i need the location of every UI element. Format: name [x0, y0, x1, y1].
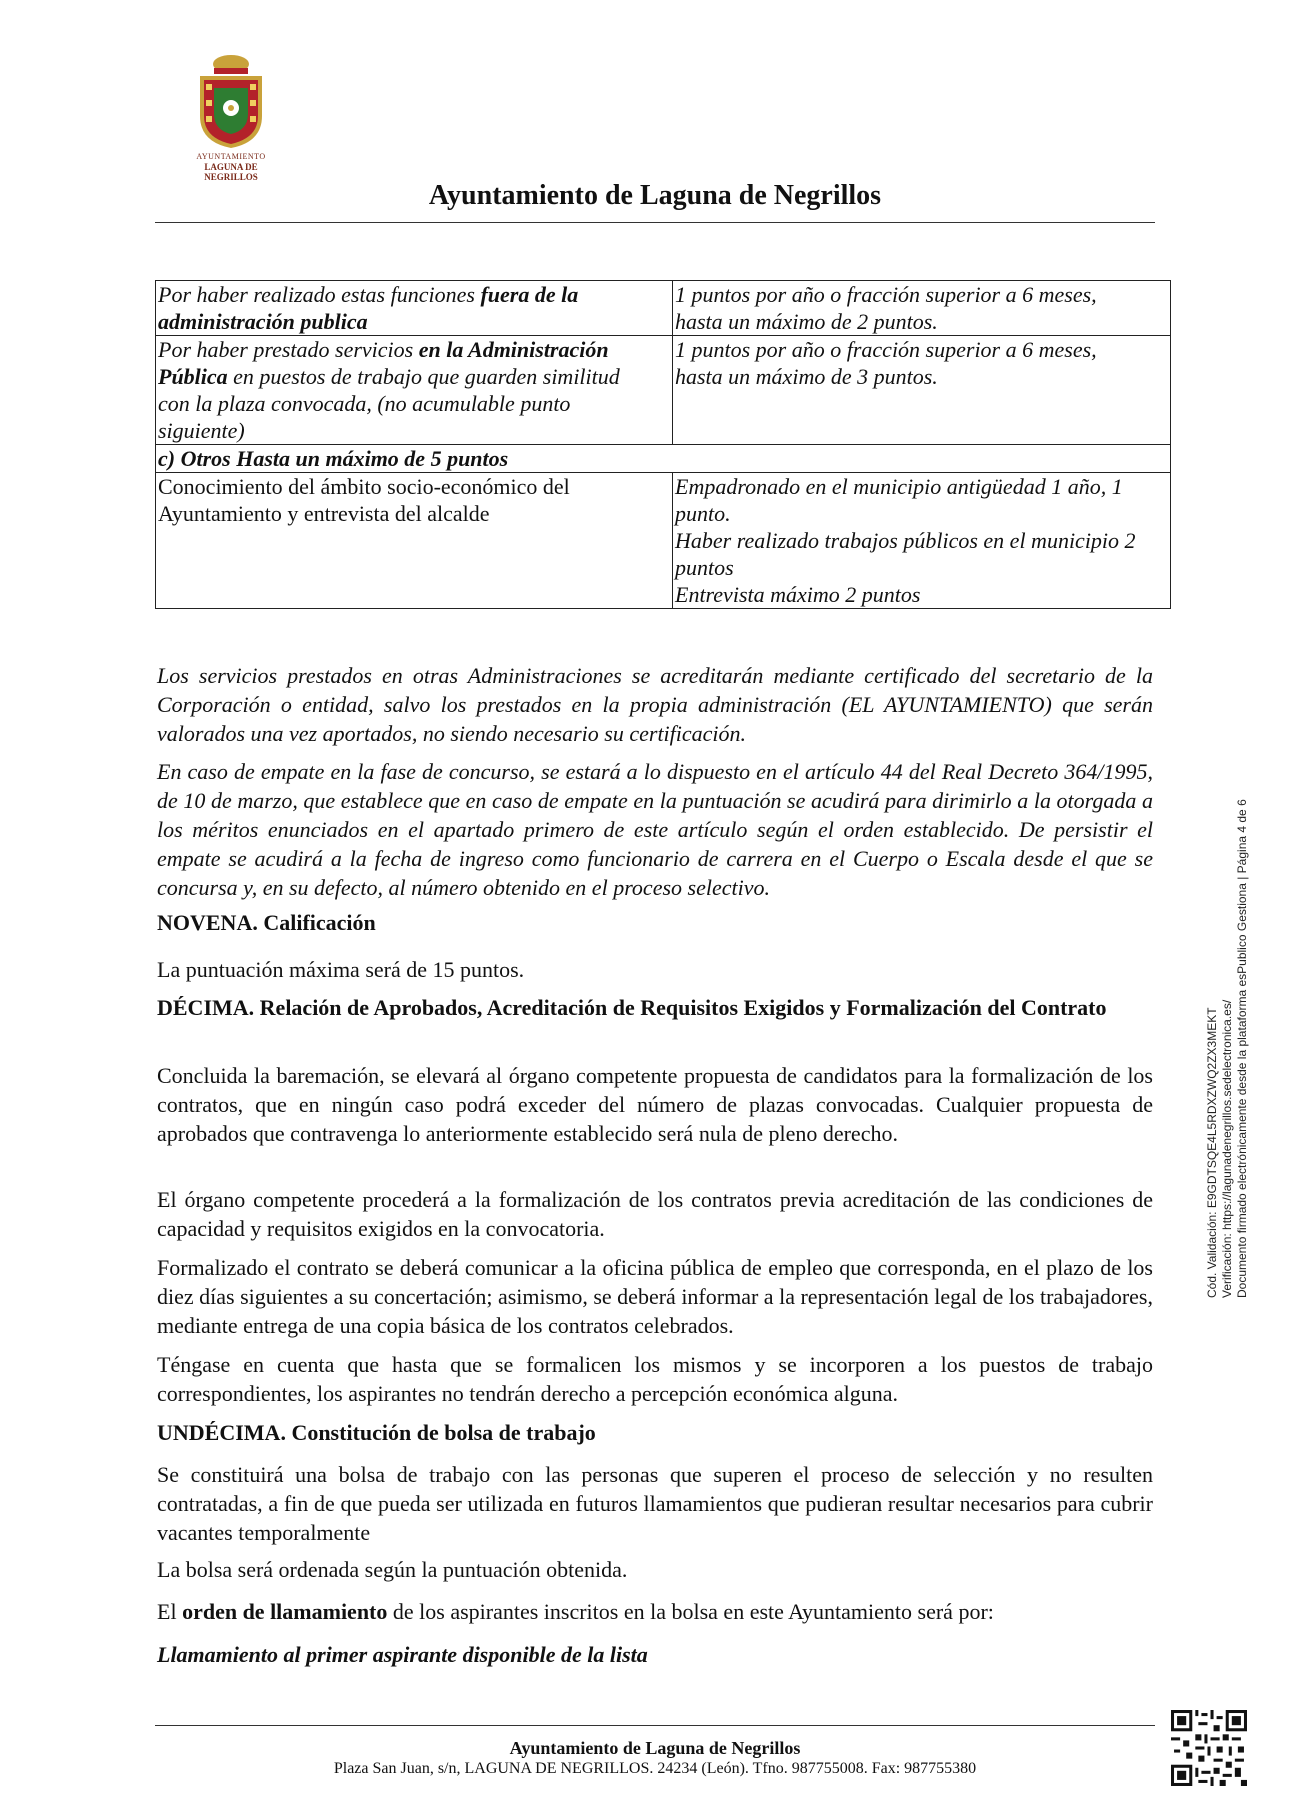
verification-link[interactable]: Verificación: https://lagunadenegrillos.sedelectronica.es/	[1220, 999, 1234, 1298]
logo-caption-2: LAGUNA DE NEGRILLOS	[204, 162, 258, 182]
header-divider	[155, 222, 1155, 223]
cell-text: hasta un máximo de 3 puntos.	[675, 364, 938, 389]
text-span: El	[157, 1599, 183, 1624]
cell-text: 1 puntos por año o fracción superior a 6 meses,	[675, 337, 1097, 362]
cell-text: Por haber prestado servicios	[158, 337, 419, 362]
paragraph-max-score: La puntuación máxima será de 15 puntos.	[157, 957, 525, 982]
paragraph-baremacion: Concluida la baremación, se elevará al órgano competente propuesta de candidatos para la formalización de los contratos, que en ningún caso podrá exceder del número de plazas convocadas. Cualquier propuesta de aprobados que contravenga lo anteriormente establecido será nula de pleno derecho.	[157, 1063, 1153, 1146]
paragraph-orden-llamamiento	[157, 1597, 1153, 1626]
text-span: de los aspirantes inscritos en la bolsa en este Ayuntamiento será por:	[387, 1599, 994, 1624]
cell-text: siguiente)	[158, 418, 245, 443]
cell-text: Empadronado en el municipio antigüedad 1 año, 1	[675, 474, 1123, 499]
cell-text: Ayuntamiento y entrevista del alcalde	[158, 501, 490, 526]
municipal-logo	[178, 54, 284, 182]
header-title: Ayuntamiento de Laguna de Negrillos	[428, 180, 882, 211]
cell-text: Haber realizado trabajos públicos en el municipio 2	[675, 528, 1136, 553]
paragraph-certification: Los servicios prestados en otras Administraciones se acreditarán mediante certificado del secretario de la Corporación o entidad, salvo los prestados en la propia administración (EL AYUNTAMIENTO) que serán valorados una vez aportados, no siendo necesario su certificación.	[157, 663, 1153, 746]
table-cell	[673, 336, 1171, 445]
paragraph-tie-break: En caso de empate en la fase de concurso, se estará a lo dispuesto en el artículo 44 del Real Decreto 364/1995, de 10 de marzo, que establece que en caso de empate en la puntuación se acudirá para dirimirlo a la otorgada a los méritos enunciados en el apartado primero de este artículo según el orden establecido. De persistir el empate se acudirá a la fecha de ingreso como funcionario de carrera en el Cuerpo o Escala desde el que se concursa y, en su defecto, al número obtenido en el proceso selectivo.	[157, 759, 1153, 900]
cell-bold-text: administración publica	[158, 309, 368, 334]
cell-bold-text: fuera de la	[480, 282, 579, 307]
qr-code-icon	[1171, 1710, 1247, 1786]
cell-bold-text: en la Administración	[418, 337, 609, 362]
table-row	[156, 336, 1171, 445]
table-row	[156, 281, 1171, 336]
table-cell	[156, 281, 673, 336]
cell-text: Conocimiento del ámbito socio-económico del	[158, 474, 570, 499]
footer-divider	[155, 1725, 1155, 1726]
cell-text: con la plaza convocada, (no acumulable punto	[158, 391, 571, 416]
table-row	[156, 473, 1171, 609]
section-heading-undecima: UNDÉCIMA. Constitución de bolsa de trabajo	[157, 1420, 596, 1445]
paragraph-orden-bolsa: La bolsa será ordenada según la puntuación obtenida.	[157, 1557, 628, 1582]
cell-text: Entrevista máximo 2 puntos	[675, 582, 921, 607]
table-cell	[156, 336, 673, 445]
table-cell	[673, 473, 1171, 609]
cell-text: puntos	[675, 555, 734, 580]
cell-text: punto.	[675, 501, 731, 526]
section-heading-decima: DÉCIMA. Relación de Aprobados, Acreditación de Requisitos Exigidos y Formalización del Contrato	[157, 995, 1107, 1020]
signature-note: Documento firmado electrónicamente desde la plataforma esPublico Gestiona | Página 4 de 6	[1235, 799, 1249, 1298]
logo-caption-1: AYUNTAMIENTO	[196, 152, 266, 161]
cell-bold-text: Pública	[158, 364, 228, 389]
section-heading-novena: NOVENA. Calificación	[157, 910, 376, 935]
table-cell	[156, 473, 673, 609]
verification-sidebar	[1205, 799, 1249, 1308]
footer-address: Plaza San Juan, s/n, LAGUNA DE NEGRILLOS. 24234 (León). Tfno. 987755008. Fax: 987755380	[333, 1760, 977, 1777]
coat-of-arms-icon	[192, 54, 270, 150]
cell-text: hasta un máximo de 2 puntos.	[675, 309, 938, 334]
table-cell	[673, 281, 1171, 336]
paragraph-formalizacion: El órgano competente procederá a la formalización de los contratos previa acreditación de las condiciones de capacidad y requisitos exigidos en la convocatoria.	[157, 1187, 1153, 1241]
cell-text: Por haber realizado estas funciones	[158, 282, 481, 307]
paragraph-percepcion: Téngase en cuenta que hasta que se formalicen los mismos y se incorporen a los puestos de trabajo correspondientes, los aspirantes no tendrán derecho a percepción económica alguna.	[157, 1352, 1153, 1406]
bold-span: orden de llamamiento	[182, 1599, 388, 1624]
cell-text: en puestos de trabajo que guarden similitud	[227, 364, 620, 389]
paragraph-comunicacion: Formalizado el contrato se deberá comunicar a la oficina pública de empleo que corresponda, en el plazo de los diez días siguientes a su concertación; asimismo, se deberá informar a la representación legal de los trabajadores, mediante entrega de una copia básica de los contratos celebrados.	[157, 1255, 1153, 1338]
paragraph-llamamiento-primero: Llamamiento al primer aspirante disponible de la lista	[157, 1642, 648, 1667]
table-section-header: c) Otros Hasta un máximo de 5 puntos	[156, 445, 1171, 473]
validation-code: Cód. Validación: E9GDTSQE4L5RDXZWQ2ZX3MEKT	[1205, 1007, 1219, 1298]
paragraph-bolsa: Se constituirá una bolsa de trabajo con las personas que superen el proceso de selección y no resulten contratadas, a fin de que pueda ser utilizada en futuros llamamientos que pudieran resultar necesarios para cubrir vacantes temporalmente	[157, 1462, 1153, 1545]
merits-table	[155, 280, 1171, 609]
cell-text: 1 puntos por año o fracción superior a 6 meses,	[675, 282, 1097, 307]
footer-title: Ayuntamiento de Laguna de Negrillos	[509, 1738, 801, 1758]
table-row	[156, 445, 1171, 473]
